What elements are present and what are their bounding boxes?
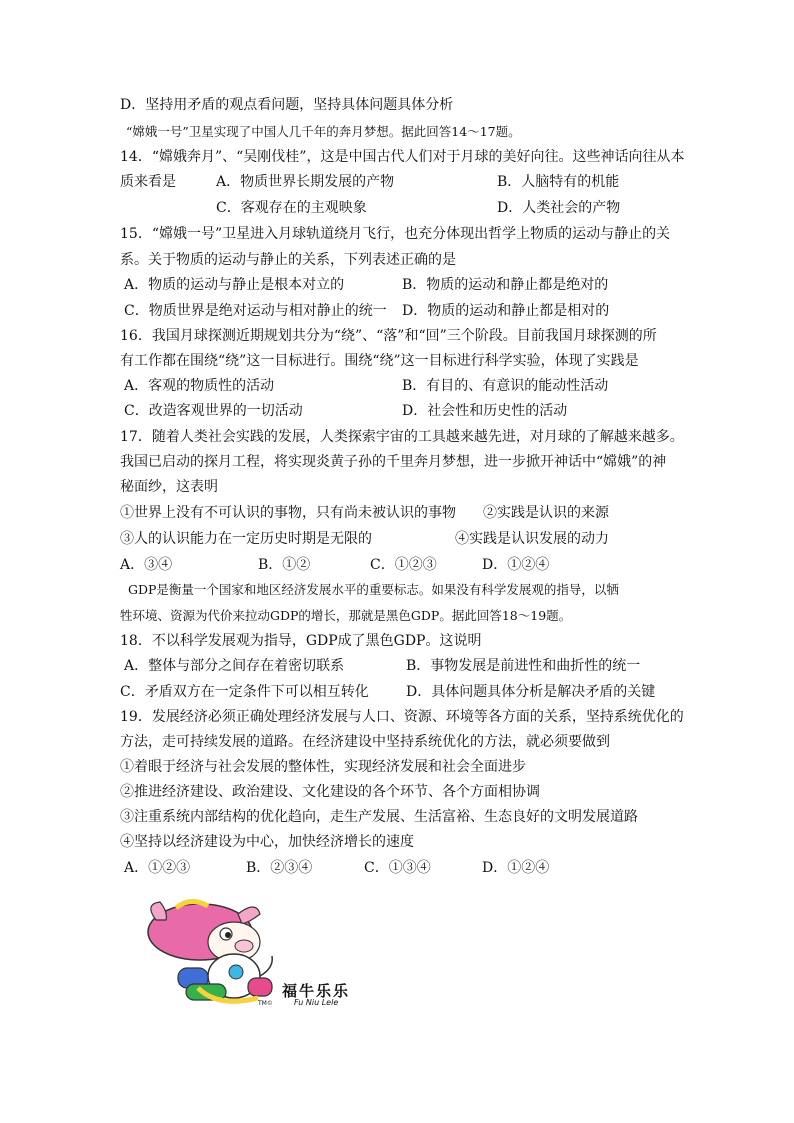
q19-option-a: A．①②③ (124, 860, 191, 876)
q19-option-b: B．②③④ (246, 860, 313, 876)
question-14-stem: 14．“嫦娥奔月”、“吴刚伐桂”，这是中国古代人们对于月球的美好向往。这些神话向往从本 (120, 149, 685, 165)
question-16-stem-cont: 有工作都在围绕“绕”这一目标进行。围绕“绕”这一目标进行科学实验，体现了实践是 (120, 353, 639, 369)
question-15-stem-cont: 系。关于物质的运动与静止的关系，下列表述正确的是 (120, 252, 456, 268)
mascot-name-cn: 福牛乐乐 (282, 982, 351, 1000)
q17-statement-1: ①世界上没有不可认识的事物，只有尚未被认识的事物 (120, 505, 456, 521)
question-19-stem: 19．发展经济必须正确处理经济发展与人口、资源、环境等各方面的关系，坚持系统优化的 (120, 709, 684, 725)
q19-statement-1: ①着眼于经济与社会发展的整体性，实现经济发展和社会全面进步 (120, 759, 526, 775)
question-17-stem-cont: 我国已启动的探月工程，将实现炎黄子孙的千里奔月梦想，进一步掀开神话中“嫦娥”的神 (120, 454, 667, 470)
q14-option-b: B．人脑特有的机能 (497, 174, 620, 190)
q17-option-a: A．③④ (120, 557, 173, 573)
q15-option-b: B．物质的运动和静止都是绝对的 (402, 277, 609, 293)
q17-statement-4: ④实践是认识发展的动力 (455, 531, 609, 547)
question-18-stem: 18．不以科学发展观为指导，GDP成了黑色GDP。这说明 (120, 633, 482, 649)
q19-option-c: C．①③④ (364, 860, 431, 876)
q16-option-d: D．社会性和历史性的活动 (402, 403, 568, 419)
q14-option-c: C．客观存在的主观映象 (216, 200, 367, 216)
question-17-stem-cont2: 秘面纱，这表明 (120, 479, 218, 495)
q14-option-a: A．物质世界长期发展的产物 (216, 174, 395, 190)
q18-option-b: B．事物发展是前进性和曲折性的统一 (406, 658, 641, 674)
q19-statement-3: ③注重系统内部结构的优化趋向，走生产发展、生活富裕、生态良好的文明发展道路 (120, 809, 638, 825)
q19-statement-4: ④坚持以经济建设为中心，加快经济增长的速度 (120, 834, 414, 850)
q17-option-d: D．①②④ (482, 557, 550, 573)
q16-option-a: A．客观的物质性的活动 (124, 378, 275, 394)
q15-option-d: D．物质的运动和静止都是相对的 (402, 303, 610, 319)
q17-statement-3: ③人的认识能力在一定历史时期是无限的 (120, 531, 372, 547)
q15-option-a: A．物质的运动与静止是根本对立的 (124, 277, 345, 293)
q18-option-c: C．矛盾双方在一定条件下可以相互转化 (120, 684, 369, 700)
question-17-stem: 17．随着人类社会实践的发展，人类探索宇宙的工具越来越先进，对月球的了解越来越多。 (120, 429, 684, 445)
q18-option-d: D．具体问题具体分析是解决矛盾的关键 (406, 684, 656, 700)
mascot-illustration (138, 898, 388, 1010)
reading-intro-14-17: “嫦娥一号”卫星实现了中国人几千年的奔月梦想。据此回答14～17题。 (126, 124, 521, 139)
mascot-name-pinyin: Fu Niu Lele (294, 998, 339, 1007)
question-15-stem: 15．“嫦娥一号”卫星进入月球轨道绕月飞行，也充分体现出哲学上物质的运动与静止的关 (120, 226, 671, 242)
q17-statement-2: ②实践是认识的来源 (483, 505, 609, 521)
q18-option-a: A．整体与部分之间存在着密切联系 (124, 658, 345, 674)
option-d-prev: D．坚持用矛盾的观点看问题，坚持具体问题具体分析 (120, 97, 454, 113)
q19-option-d: D．①②④ (482, 860, 550, 876)
reading-intro-18-19: GDP是衡量一个国家和地区经济发展水平的重要标志。如果没有科学发展观的指导，以牺 (128, 582, 619, 597)
q16-option-b: B．有目的、有意识的能动性活动 (402, 378, 609, 394)
q16-option-c: C．改造客观世界的一切活动 (124, 403, 303, 419)
question-14-stem-cont: 质来看是 (120, 174, 176, 190)
q17-option-c: C．①②③ (370, 557, 437, 573)
q17-option-b: B．①② (258, 557, 311, 573)
q19-statement-2: ②推进经济建设、政治建设、文化建设的各个环节、各个方面相协调 (120, 784, 540, 800)
mascot-tm: TM© (258, 1000, 273, 1007)
calf-mascot-icon (138, 898, 388, 1010)
question-19-stem-cont: 方法，走可持续发展的道路。在经济建设中坚持系统优化的方法，就必须要做到 (120, 734, 610, 750)
q14-option-d: D．人类社会的产物 (497, 200, 621, 216)
reading-intro-18-19-cont: 牲环境、资源为代价来拉动GDP的增长，那就是黑色GDP。据此回答18～19题。 (120, 608, 572, 623)
q15-option-c: C．物质世界是绝对运动与相对静止的统一 (124, 303, 387, 319)
question-16-stem: 16．我国月球探测近期规划共分为“绕”、“落”和“回”三个阶段。目前我国月球探测的所 (120, 328, 657, 344)
